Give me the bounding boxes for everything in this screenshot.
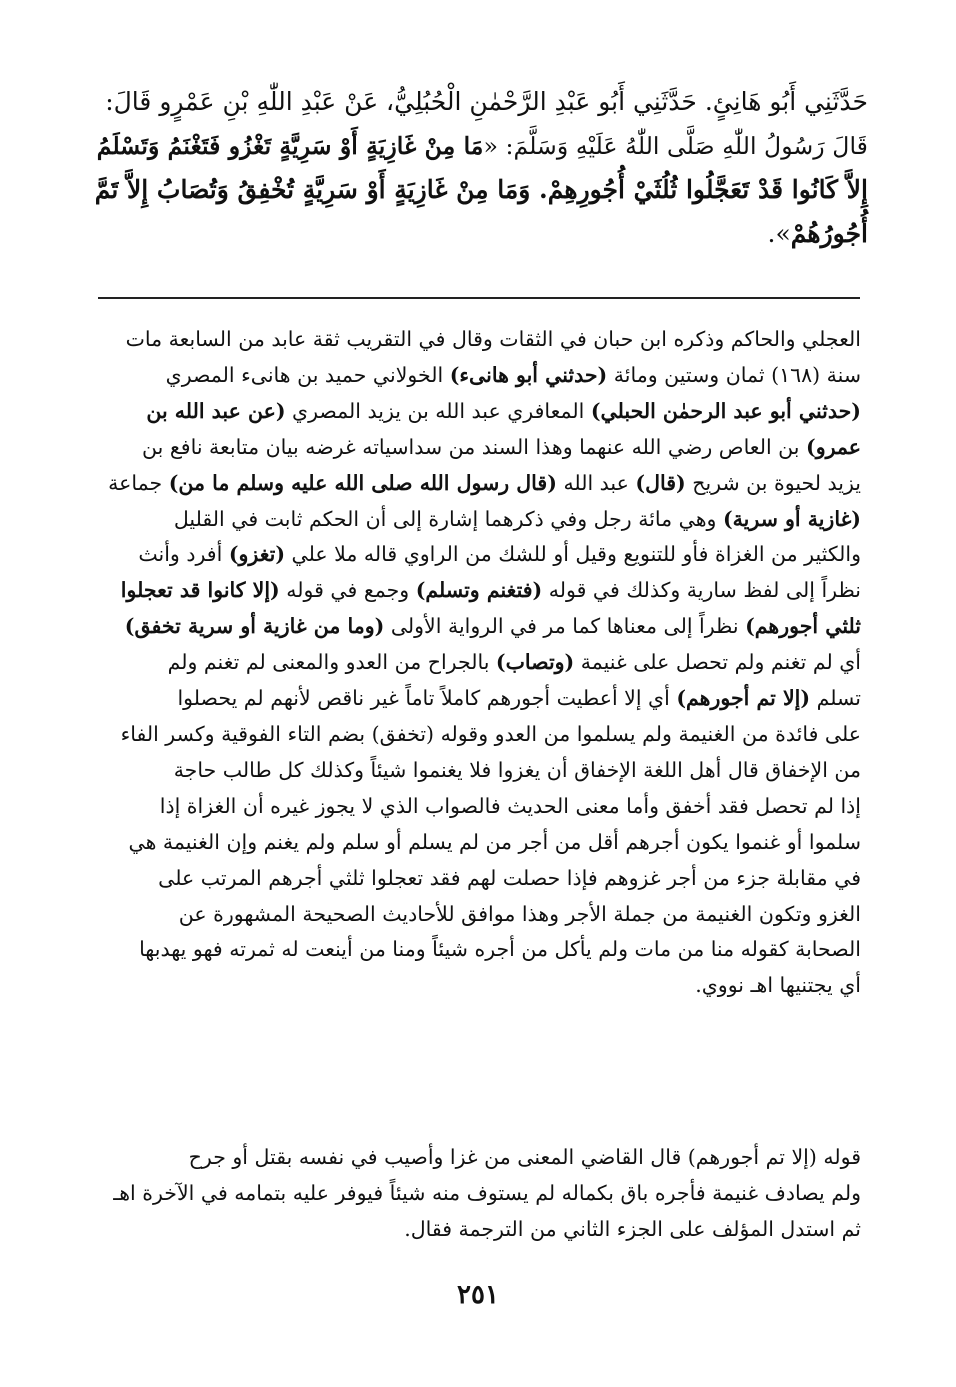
bold-segment: (إلا كانوا قد تعجلوا: [120, 578, 280, 603]
text-segment: ولم يصادف غنيمة فأجره باق بكماله لم يستوف منه شيئاً فيوفر عليه بتمامه في الآخرة اهـ: [113, 1180, 861, 1205]
bold-segment: (وما من غازية أو سرية تخفق): [124, 614, 385, 639]
text-segment: بالجراح من العدو والمعنى لم تغنم ولم: [167, 650, 496, 675]
bold-segment: (غازية أو سرية): [722, 506, 861, 531]
text-line: [95, 932, 861, 968]
text-line: [95, 430, 861, 466]
bold-segment: (قال): [635, 470, 686, 495]
separator-line: [98, 297, 860, 299]
text-segment: جماعة: [108, 470, 169, 495]
text-line: [95, 502, 861, 538]
text-line: [88, 124, 868, 168]
text-segment: في مقابلة جزء من أجر غزوهم فإذا حصلت لهم فقد تعجلوا ثلثي أجرهم المرتب على: [158, 865, 861, 890]
text-segment: قَالَ رَسُولُ اللّٰهِ صَلَّى اللّٰهُ عَلَيْهِ وَسَلَّمَ: «: [483, 132, 868, 160]
text-segment: أي إلا أعطيت أجورهم كاملاً تاماً غير ناقص لأنهم لم يحصلوا: [177, 686, 677, 711]
text-segment: أي لم تغنم ولم تحصل على غنيمة: [574, 650, 861, 675]
bold-segment: إِلاَّ كَانُوا قَدْ تَعَجَّلُوا ثُلُثَيْ أُجُورِهِمْ. وَمَا مِنْ غَازِيَةٍ أَوْ سَرِيَّةٍ تُخْفِقُ وَتُصَابُ إِلاَّ تَمَّ: [94, 175, 868, 204]
text-segment: عبد الله: [556, 470, 636, 495]
text-line: [95, 789, 861, 825]
text-line: [95, 717, 861, 753]
text-line: [88, 212, 868, 256]
text-line: [88, 168, 868, 212]
text-segment: أفرد وأنث: [138, 542, 229, 567]
text-segment: نظراً إلى معناها كما مر في الرواية الأولى: [384, 614, 746, 639]
bold-segment: (إلا تم أجورهم): [676, 686, 811, 711]
text-segment: بن العاص رضي الله عنهما وهذا السند من سداسياته غرضه بيان متابعة نافع بن: [142, 434, 806, 459]
bold-segment: (فتغنم وتسلم): [415, 578, 543, 603]
text-segment: وجمع في قوله: [279, 578, 416, 603]
page-number: ٢٥١: [457, 1280, 499, 1310]
bold-segment: (وتصاب): [495, 650, 575, 675]
bold-segment: (عن عبد الله بن: [146, 398, 286, 423]
text-segment: الصحابة كقوله منا من مات ولم يأكل من أجره شيئاً ومنا من أينعت له ثمرته فهو يهدبها: [139, 937, 861, 962]
text-segment: نظراً إلى لفظ سارية وكذلك في قوله: [542, 578, 861, 603]
hadith-text: [88, 80, 868, 256]
commentary-text: [95, 322, 861, 1004]
text-segment: سلموا أو غنموا يكون أجرهم أقل من أجر من لم يسلم أو سلم ولم يغنم وإن الغنيمة هي: [128, 829, 861, 854]
text-segment: تسلم: [810, 686, 861, 711]
text-line: [88, 80, 868, 124]
text-segment: أي يجتنيها اهـ نووي.: [695, 973, 861, 998]
text-segment: إذا لم تحصل فقد أخفق وأما معنى الحديث فالصواب الذي لا يجوز غيره أن الغزاة إذا: [159, 793, 861, 818]
text-segment: على فائدة من الغنيمة ولم يسلموا من العدو وقوله (تخفق) بضم التاء الفوقية وكسر الفاء: [120, 721, 861, 746]
text-segment: حَدَّثَنِي أَبُو هَانِئٍ. حَدَّثَنِي أَبُو عَبْدِ الرَّحْمٰنِ الْحُبُلِيُّ، عَنْ عَبْدِ اللّٰهِ بْنِ عَمْرٍو قَالَ:: [105, 87, 868, 116]
text-segment: يزيد لحيوة بن شريح: [685, 470, 861, 495]
text-line: [95, 322, 861, 358]
text-line: [95, 645, 861, 681]
text-segment: العجلي والحاكم وذكره ابن حبان في الثقات وقال في التقريب ثقة عابد من السابعة مات: [125, 327, 861, 351]
text-line: [95, 394, 861, 430]
text-segment: من الإخفاق قال أهل اللغة الإخفاق أن يغزوا فلا يغنموا شيئاً وكذلك كل طالب حاجة: [173, 757, 861, 782]
bold-segment: أُجُورُهُمْ: [790, 219, 868, 248]
text-line: [95, 358, 861, 394]
bold-segment: مَا مِنْ غَازِيَةٍ أَوْ سَرِيَّةٍ تَغْزُو فَتَغْنَمُ وَتَسْلَمُ: [96, 132, 484, 160]
text-segment: قوله (إلا تم أجورهم) قال القاضي المعنى من غزا وأصيب في نفسه بقتل أو جرح: [188, 1145, 861, 1169]
text-line: [95, 825, 861, 861]
text-line: [95, 753, 861, 789]
text-line: [95, 466, 861, 502]
text-segment: الغزو وتكون الغنيمة من جملة الأجر وهذا موافق للأحاديث الصحيحة المشهورة عن: [178, 901, 861, 926]
bold-segment: (قال رسول الله صلى الله عليه وسلم ما من): [168, 470, 557, 495]
bold-segment: (حدثني أبو عبد الرحمٰن الحبلي): [590, 398, 861, 423]
text-line: [95, 1176, 861, 1212]
text-segment: سنة (١٦٨) ثمان وستين ومائة: [607, 362, 861, 387]
bold-segment: عمرو): [806, 434, 861, 459]
text-line: [95, 681, 861, 717]
bold-segment: (تغزو): [228, 542, 286, 567]
text-segment: ثم استدل المؤلف على الجزء الثاني من الترجمة فقال.: [404, 1216, 861, 1241]
text-segment: الخولاني حميد بن هانىء المصري: [165, 362, 450, 387]
text-line: [95, 897, 861, 933]
text-line: [95, 537, 861, 573]
text-line: [95, 1140, 861, 1176]
text-line: [95, 1212, 861, 1248]
bold-segment: (حدثني أبو هانىء): [449, 362, 608, 387]
commentary-note: [95, 1140, 861, 1248]
text-line: [95, 968, 861, 1004]
text-segment: ».: [767, 219, 791, 248]
bold-segment: ثلثي أجورهم): [745, 614, 861, 639]
text-segment: وهي مائة رجل وفي ذكرهما إشارة إلى أن الحكم ثابت في القليل: [173, 506, 723, 531]
text-line: [95, 609, 861, 645]
text-line: [95, 861, 861, 897]
text-segment: والكثير من الغزاة فأو للتنويع وقيل أو للشك من الراوي قاله ملا علي: [285, 542, 861, 567]
text-line: [95, 573, 861, 609]
text-segment: المعافري عبد الله بن يزيد المصري: [285, 398, 591, 423]
